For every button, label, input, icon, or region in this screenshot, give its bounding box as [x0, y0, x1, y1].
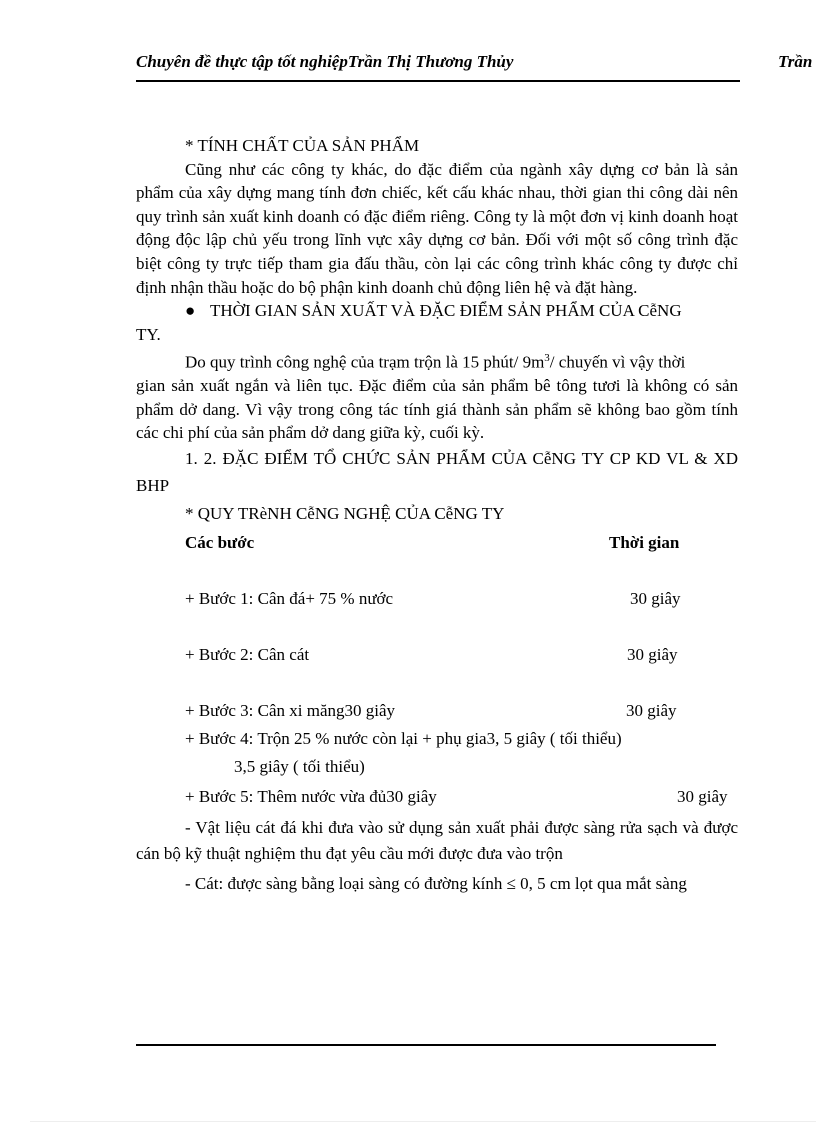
step-row — [136, 643, 738, 667]
step-row — [136, 587, 738, 611]
step-label: + Bước 1: Cân đá+ 75 % nước — [185, 588, 394, 608]
heading-process: * QUY TRèNH CễNG NGHỆ CỦA CễNG TY — [185, 503, 505, 523]
bullet-text: THỜI GIAN SẢN XUẤT VÀ ĐẶC ĐIỂM SẢN PHẨM CỦA CễNG — [210, 301, 682, 321]
step-time: 30 giây — [627, 644, 678, 664]
steps-header-row — [136, 531, 738, 563]
header-author: Trần — [778, 52, 813, 71]
step-time: 30 giây — [630, 588, 681, 608]
steps-table — [136, 531, 738, 815]
bullet-item — [136, 299, 738, 323]
page-header — [136, 50, 813, 82]
superscript: 3 — [544, 351, 550, 364]
step-label: + Bước 2: Cân cát — [185, 644, 310, 664]
paragraph-2-first: Do quy trình công nghệ của trạm trộn là 15 phút/ 9m — [185, 352, 545, 372]
document-body — [136, 134, 738, 897]
note-materials: - Vật liệu cát đá khi đưa vào sử dụng sản xuất phải được sàng rửa sạch và được cán bộ kỹ thuật nghiệm thu đạt yêu cầu mới được đưa vào trộn — [136, 817, 738, 863]
paragraph-2-rest: gian sản xuất ngắn và liên tục. Đặc điểm của sản phẩm bê tông tươi là không có sản phẩm dở dang. Vì vậy trong công tác tính giá thành sản phẩm sẽ không bao gồm tính các chi phí của sản phẩm dở dang giữa kỳ, cuối kỳ. — [136, 376, 738, 443]
paragraph-2-after-sup: / chuyến vì vậy thời — [549, 352, 686, 372]
step-row — [136, 699, 738, 727]
step-label: + Bước 4: Trộn 25 % nước còn lại + phụ gia3, 5 giây ( tối thiểu) — [185, 728, 622, 748]
step-time: 30 giây — [626, 700, 677, 720]
step-row — [136, 785, 738, 815]
header-title: Chuyên đề thực tập tốt nghiệpTrần Thị Thương Thủy — [136, 52, 514, 71]
section-title: * TÍNH CHẤT CỦA SẢN PHẨM — [185, 136, 420, 155]
steps-header-right: Thời gian — [609, 532, 680, 552]
step-row-continued — [136, 755, 738, 785]
note-sand: - Cát: được sàng bằng loại sàng có đường kính ≤ 0, 5 cm lọt qua mắt sàng — [185, 873, 687, 893]
step-row — [136, 727, 738, 755]
paragraph-production-time — [136, 347, 738, 374]
step-label: + Bước 3: Cân xi măng30 giây — [185, 700, 396, 720]
heading-organization: 1. 2. ĐẶC ĐIỂM TỔ CHỨC SẢN PHẨM CỦA CễNG TY CP KD VL & XD BHP — [136, 448, 738, 495]
bullet-icon: ● — [185, 301, 196, 321]
footer-divider — [136, 1044, 716, 1046]
step-label: + Bước 5: Thêm nước vừa đủ30 giây — [185, 786, 437, 806]
page-edge — [30, 1121, 816, 1122]
step-time: 30 giây — [677, 786, 728, 806]
step-time-extra: 3,5 giây ( tối thiểu) — [234, 756, 365, 776]
steps-header-left: Các bước — [185, 532, 255, 552]
paragraph-product-nature: Cũng như các công ty khác, do đặc điểm của ngành xây dựng cơ bản là sản phẩm của xây dựng mang tính đơn chiếc, kết cấu khác nhau, thời gian thi công dài nên quy trình sản xuất kinh doanh có đặc điểm riêng. Công ty là một đơn vị kinh doanh hoạt động độc lập chủ yếu trong lĩnh vực xây dựng cơ bản. Đối với một số công trình đặc biệt công ty trực tiếp tham gia đấu thầu, còn lại các công trình khác công ty được chỉ định nhận thầu hoặc do bộ phận kinh doanh chủ động liên hệ và đặt hàng. — [136, 159, 738, 297]
bullet-tail: TY. — [136, 325, 161, 345]
